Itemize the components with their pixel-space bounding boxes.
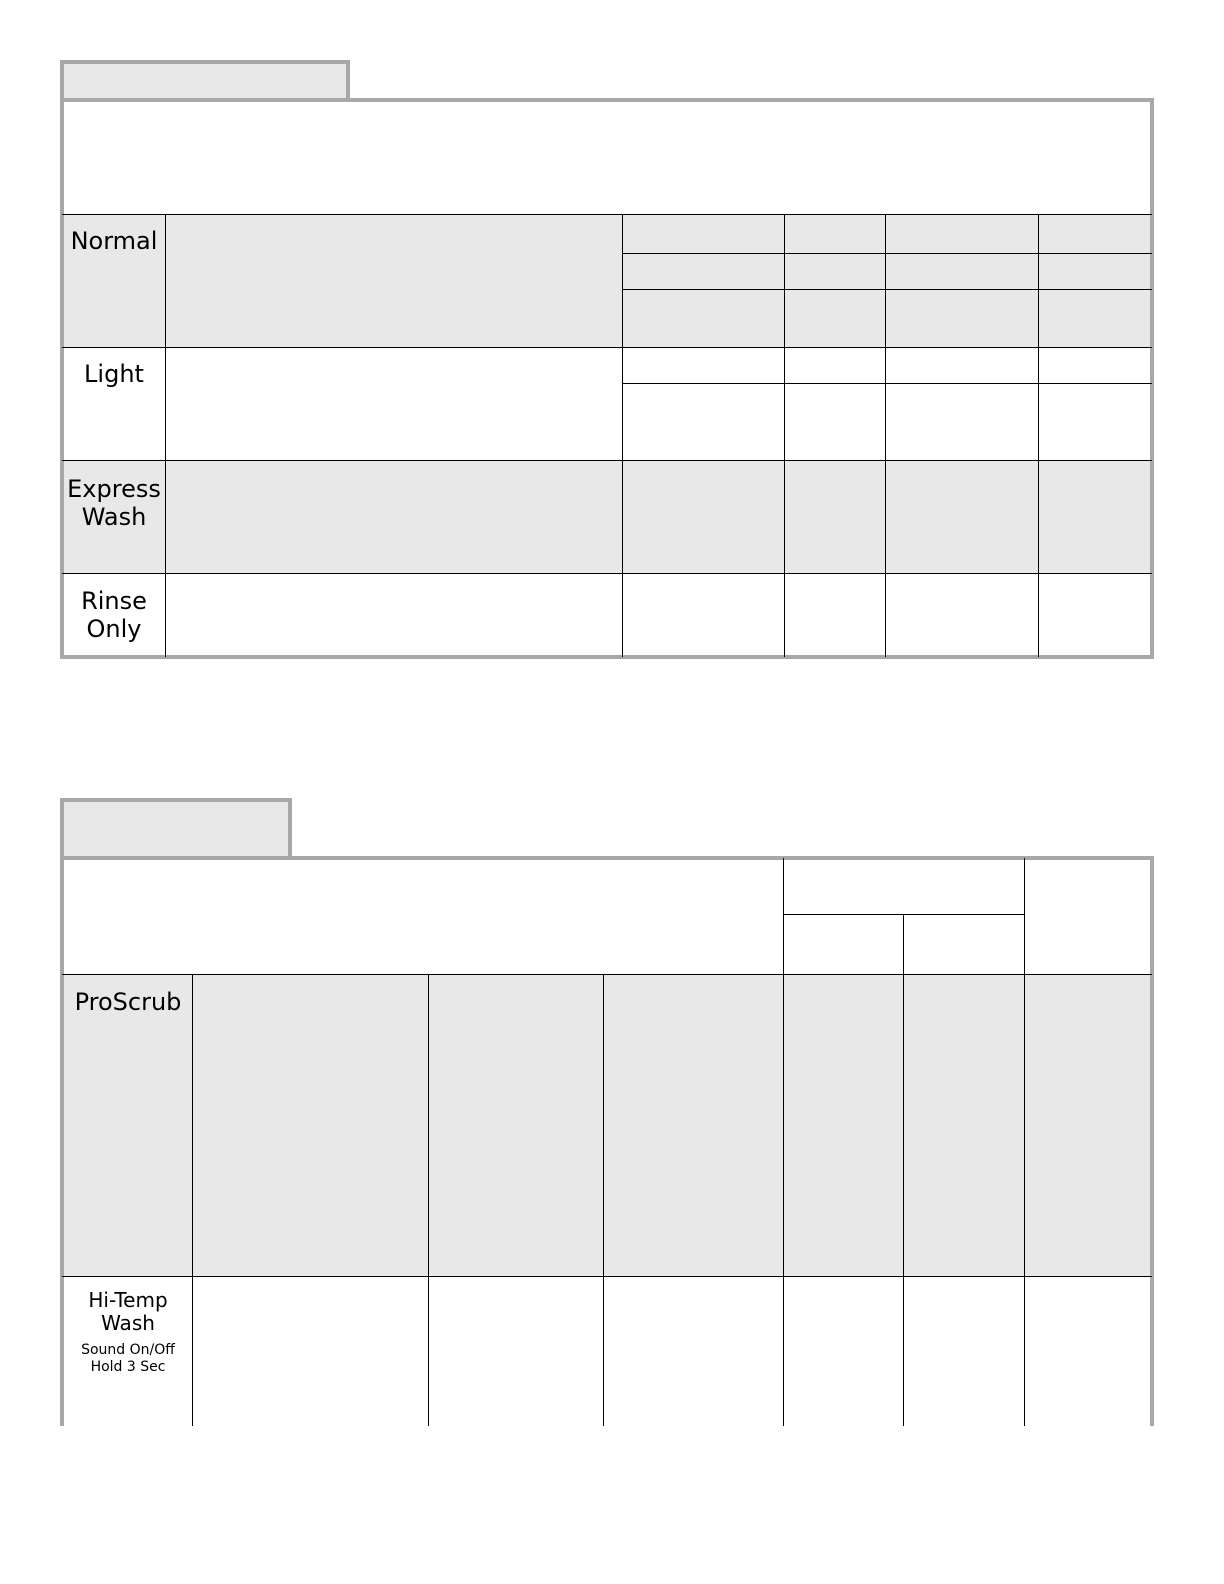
cycle-label-hi-temp-wash: Hi-Temp Wash xyxy=(88,1288,168,1335)
table1-hline xyxy=(622,289,1152,290)
table1-frame xyxy=(60,98,1154,659)
table1-hline xyxy=(62,573,1152,574)
table1-tab xyxy=(60,60,350,101)
table2-vline xyxy=(192,974,193,1426)
table1-vline xyxy=(622,214,623,657)
table2-hline xyxy=(62,1276,1152,1277)
table2-hline xyxy=(784,914,1024,915)
table1-vline xyxy=(885,214,886,657)
cycle-label-express-wash: Express Wash xyxy=(67,475,161,531)
table2-vline xyxy=(783,858,784,1426)
table2-vline xyxy=(903,914,904,1426)
table1-hline xyxy=(62,214,1152,215)
table1-hline xyxy=(622,253,1152,254)
table1-vline xyxy=(1038,214,1039,657)
table2-vline xyxy=(1024,858,1025,1426)
cycle-label-normal: Normal xyxy=(70,227,158,255)
table2-hline xyxy=(62,974,1152,975)
cycle-label-proscrub: ProScrub xyxy=(74,988,182,1016)
table1-vline xyxy=(165,214,166,657)
table2-vline xyxy=(603,974,604,1426)
table1-hline xyxy=(62,460,1152,461)
cycle-label-rinse-only: Rinse Only xyxy=(81,587,147,643)
table1-vline xyxy=(784,214,785,657)
table1-hline xyxy=(62,347,1152,348)
table1-hline xyxy=(622,383,1152,384)
table2-frame xyxy=(60,856,1154,1426)
table2-tab xyxy=(60,798,292,859)
sound-toggle-hint: Sound On/Off Hold 3 Sec xyxy=(81,1342,175,1375)
cycle-label-light: Light xyxy=(84,360,144,388)
table2-vline xyxy=(428,974,429,1426)
